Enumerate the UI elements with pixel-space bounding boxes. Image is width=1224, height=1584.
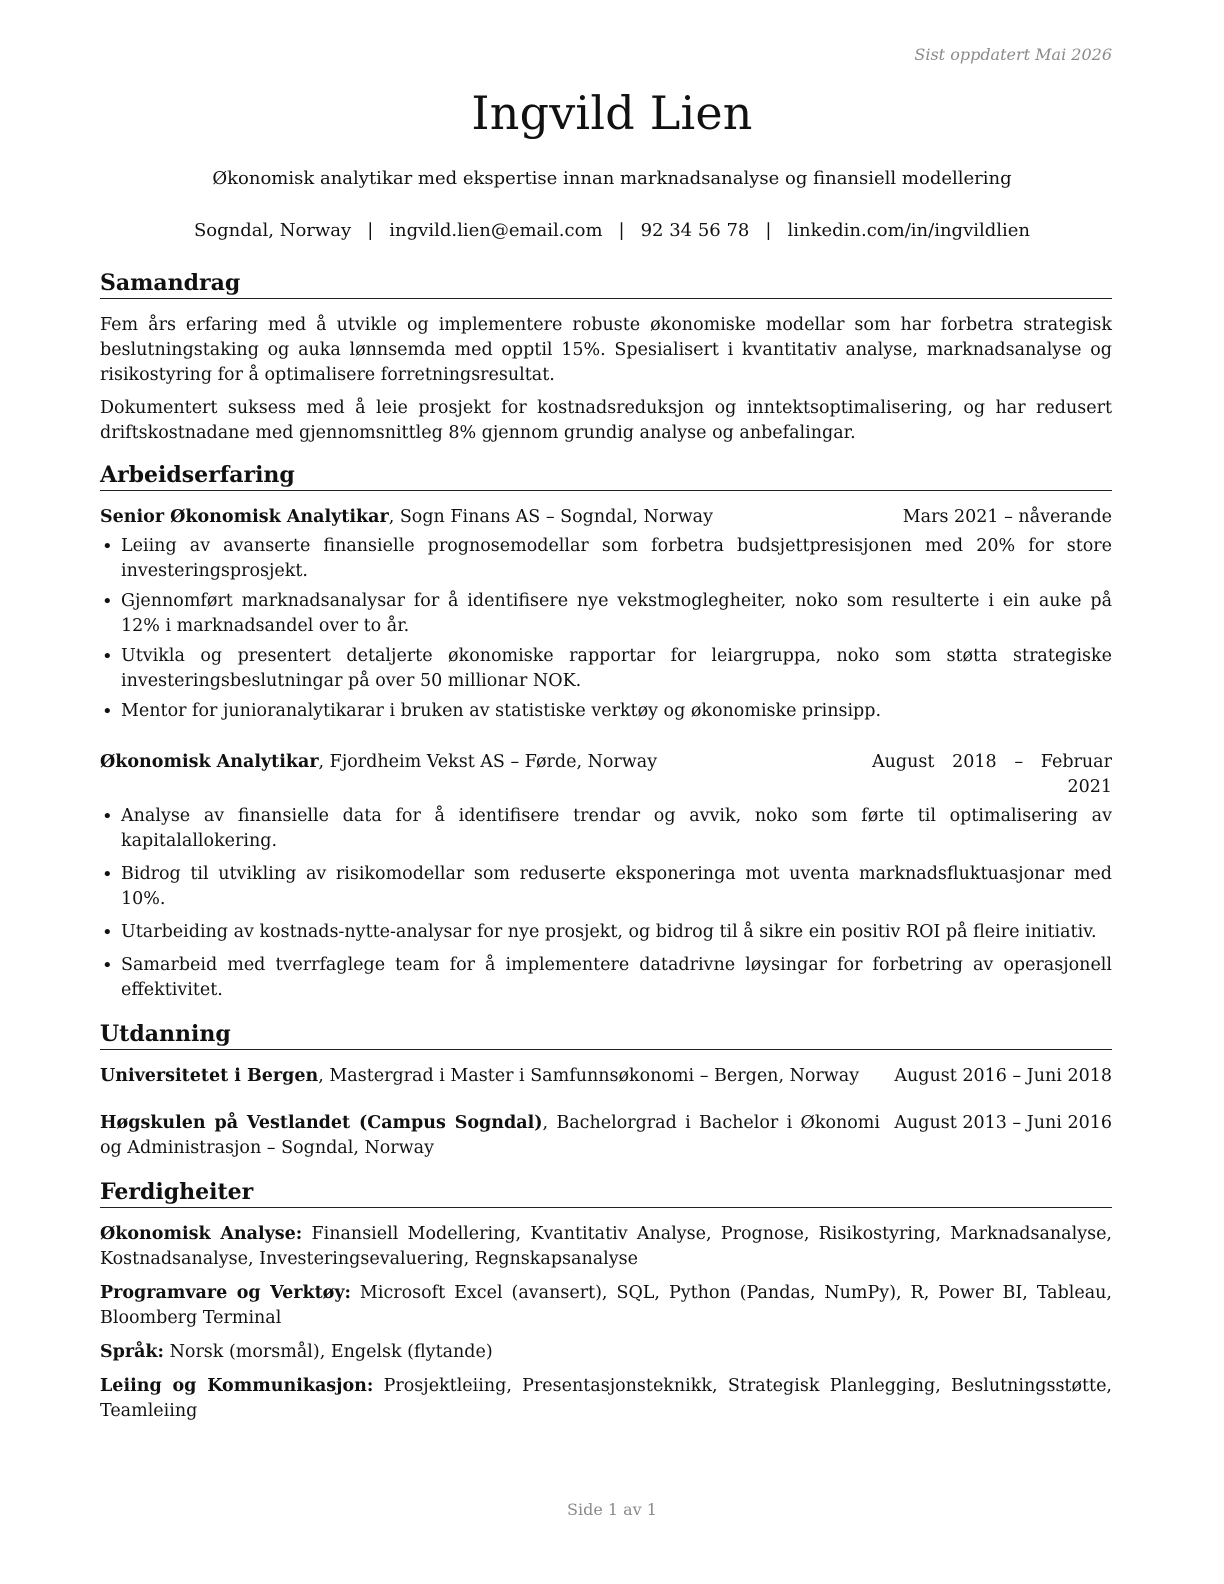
education-school: Høgskulen på Vestlandet (Campus Sogndal) — [100, 1113, 543, 1133]
education-dates: August 2016 – Juni 2018 — [894, 1066, 1112, 1086]
contact-line — [0, 220, 1224, 241]
experience-section — [100, 460, 1112, 1003]
skill-label: Språk: — [100, 1342, 165, 1362]
education-dates: August 2013 – Juni 2016 — [894, 1113, 1112, 1133]
skill-value: Prosjektleiing, Presentasjonsteknikk, Strategisk Planlegging, Beslutningsstøtte, Teamleiing — [100, 1376, 1112, 1421]
skill-value: Norsk (morsmål), Engelsk (flytande) — [164, 1342, 493, 1362]
skill-label: Leiing og Kommunikasjon: — [100, 1376, 374, 1396]
job-header — [100, 505, 1112, 530]
section-title-skills: Ferdigheiter — [100, 1177, 1112, 1208]
education-detail: , Bachelorgrad i Bachelor i Økonomi og Administrasjon – Sogndal, Norway — [100, 1113, 881, 1158]
job-role: Senior Økonomisk Analytikar — [100, 507, 389, 527]
job-dates: Mars 2021 – nåverande — [902, 507, 1112, 527]
education-entry — [100, 1064, 1112, 1089]
list-item: • Gjennomført marknadsanalysar for å identifisere nye vekstmoglegheiter, noko som resulterte i ein auke på 12% i marknadsandel over to år. — [100, 589, 1112, 639]
contact-phone: 92 34 56 78 — [640, 220, 750, 241]
contact-location: Sogndal, Norway — [193, 220, 352, 241]
contact-linkedin[interactable]: linkedin.com/in/ingvildlien — [787, 220, 1031, 241]
job-dates: August 2018 – Februar 2021 — [872, 752, 1112, 797]
tagline: Økonomisk analytikar med ekspertise innan marknadsanalyse og finansiell modellering — [212, 168, 1012, 189]
skill-value: Finansiell Modellering, Kvantitativ Analyse, Prognose, Risikostyring, Marknadsanalyse, Kostnadsanalyse, Investeringsevaluering, Regnskapsanalyse — [100, 1224, 1112, 1269]
education-entry — [100, 1111, 1112, 1161]
last-updated: Sist oppdatert Mai 2026 — [914, 45, 1112, 64]
section-title-summary: Samandrag — [100, 268, 1112, 299]
skill-row — [100, 1374, 1112, 1424]
job-bullets — [100, 804, 1112, 1003]
list-item: • Leiing av avanserte finansielle prognosemodellar som forbetra budsjettpresisjonen med 20% for store investeringsprosjekt. — [100, 534, 1112, 584]
contact-separator: | — [367, 220, 374, 241]
job-org: , Fjordheim Vekst AS – Førde, Norway — [318, 752, 658, 772]
job-entry — [100, 750, 1112, 1003]
list-item: • Bidrog til utvikling av risikomodellar som reduserte eksponeringa mot uventa marknadsfluktuasjonar med 10%. — [100, 862, 1112, 912]
education-school: Universitetet i Bergen — [100, 1066, 319, 1086]
job-org: , Sogn Finans AS – Sogndal, Norway — [388, 507, 714, 527]
list-item: • Utvikla og presentert detaljerte økonomiske rapportar for leiargruppa, noko som støtta strategiske investeringsbeslutningar på over 50 millionar NOK. — [100, 644, 1112, 694]
skill-row — [100, 1222, 1112, 1272]
contact-separator: | — [765, 220, 772, 241]
section-title-experience: Arbeidserfaring — [100, 460, 1112, 491]
candidate-name: Ingvild Lien — [471, 86, 753, 140]
skill-label: Økonomisk Analyse: — [100, 1224, 303, 1244]
education-detail: , Mastergrad i Master i Samfunnsøkonomi – Bergen, Norway — [318, 1066, 860, 1086]
list-item: • Samarbeid med tverrfaglege team for å implementere datadrivne løysingar for forbetring av operasjonell effektivitet. — [100, 953, 1112, 1003]
job-role: Økonomisk Analytikar — [100, 752, 319, 772]
skill-row — [100, 1340, 1112, 1365]
skill-label: Programvare og Verktøy: — [100, 1283, 351, 1303]
skill-value: Microsoft Excel (avansert), SQL, Python (Pandas, NumPy), R, Power BI, Tableau, Bloomberg Terminal — [100, 1283, 1112, 1328]
section-title-education: Utdanning — [100, 1019, 1112, 1050]
page-number: Side 1 av 1 — [567, 1500, 657, 1519]
list-item: • Utarbeiding av kostnads-nytte-analysar for nye prosjekt, og bidrog til å sikre ein positiv ROI på fleire initiativ. — [100, 920, 1112, 945]
job-bullets — [100, 534, 1112, 724]
summary-section — [100, 268, 1112, 446]
summary-paragraph: Fem års erfaring med å utvikle og implementere robuste økonomiske modellar som har forbetra strategisk beslutningstaking og auka lønnsemda med opptil 15%. Spesialisert i kvantitativ analyse, marknadsanalyse og risikostyring for å optimalisere forretningsresultat. — [100, 315, 1112, 385]
resume-content — [100, 268, 1112, 1433]
skills-section — [100, 1177, 1112, 1424]
contact-separator: | — [618, 220, 625, 241]
job-header — [100, 750, 1112, 800]
education-section — [100, 1019, 1112, 1161]
skill-row — [100, 1281, 1112, 1331]
summary-paragraph: Dokumentert suksess med å leie prosjekt for kostnadsreduksjon og inntektsoptimalisering, og har redusert driftskostnadane med gjennomsnittleg 8% gjennom grundig analyse og anbefalingar. — [100, 398, 1112, 443]
list-item: • Analyse av finansielle data for å identifisere trendar og avvik, noko som førte til optimalisering av kapitalallokering. — [100, 804, 1112, 854]
job-entry — [100, 505, 1112, 724]
contact-email[interactable]: ingvild.lien@email.com — [389, 220, 603, 241]
list-item: • Mentor for junioranalytikarar i bruken av statistiske verktøy og økonomiske prinsipp. — [100, 699, 1112, 724]
